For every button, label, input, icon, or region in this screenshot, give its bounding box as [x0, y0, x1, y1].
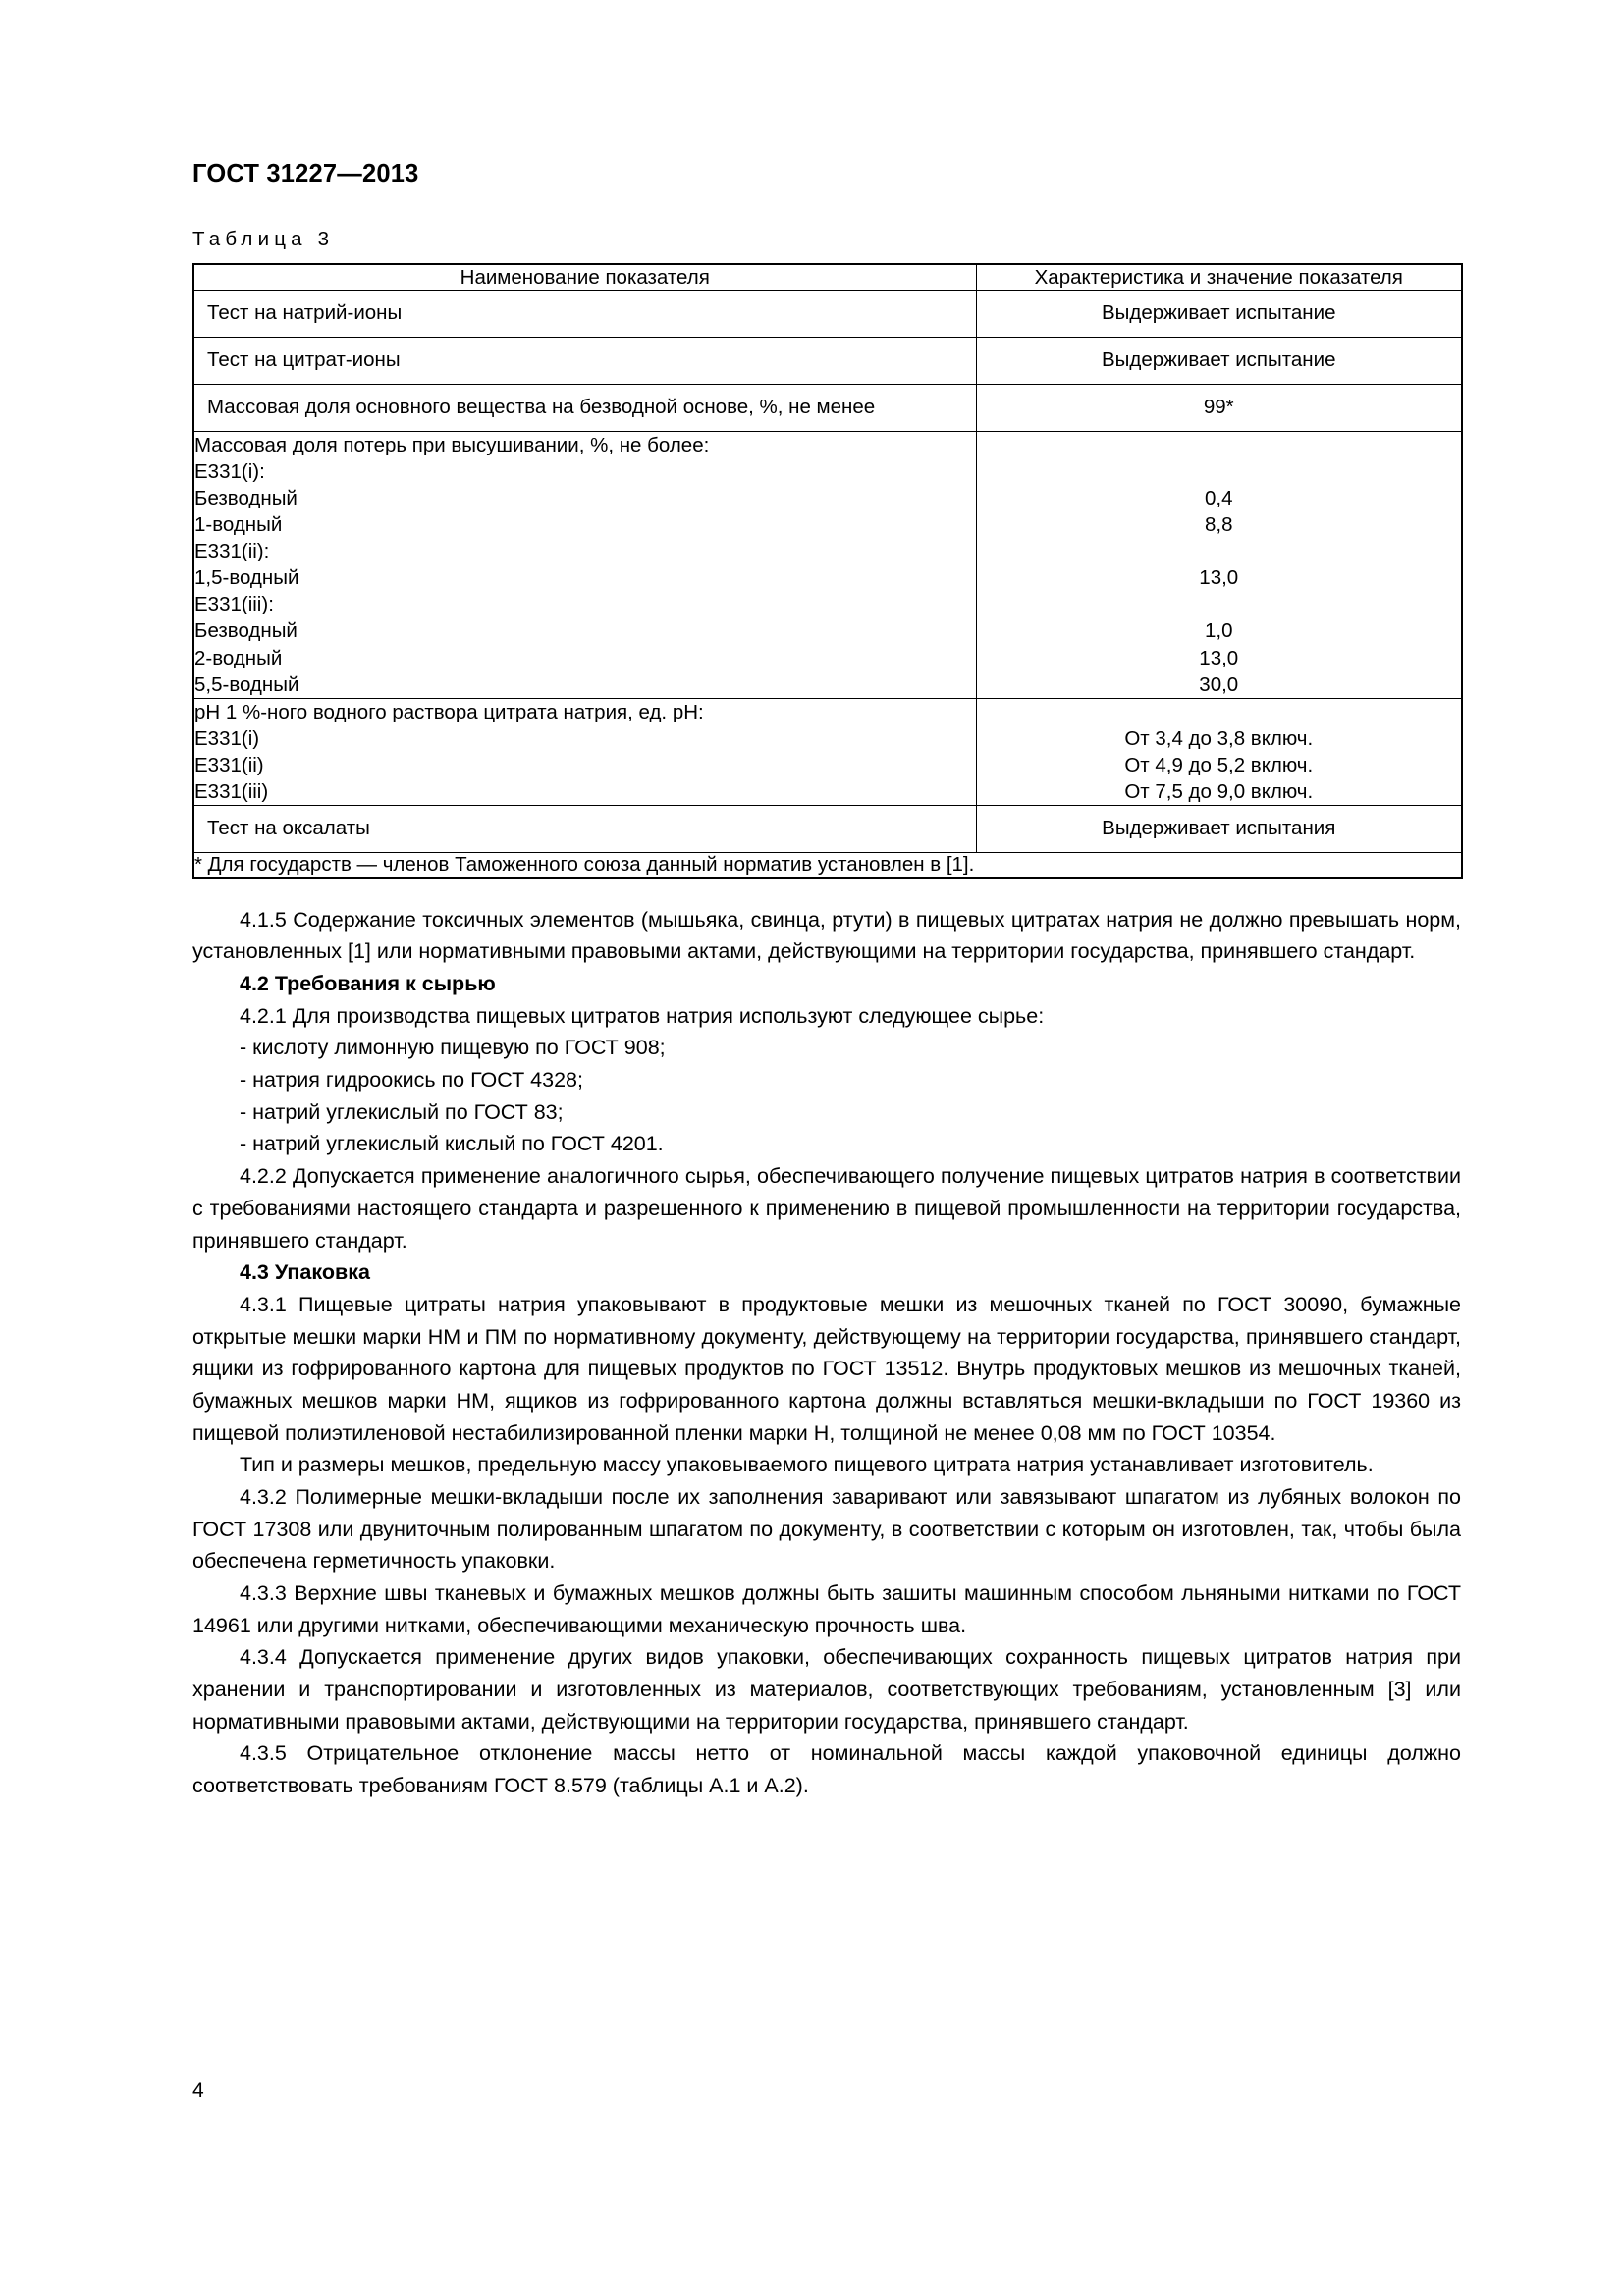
- row-name: Тест на оксалаты: [193, 805, 976, 852]
- paragraph-4-2-2: 4.2.2 Допускается применение аналогичного сырья, обеспечивающего получение пищевых цитратов натрия в соответствии с требованиями настоящего стандарта и разрешенного к применению в пищевой промышленности на территории государства, принявшего стандарт.: [192, 1164, 1461, 1253]
- paragraph-4-3-4: 4.3.4 Допускается применение других видов упаковки, обеспечивающих сохранность пищевых цитратов натрия при хранении и транспортировании и изготовленных из материалов, соответствующих требованиям, установленным [3] или нормативными правовыми актами, действующими на территории государства, принявшего стандарт.: [192, 1645, 1461, 1734]
- row-value-lines: 0,4 8,8 13,0 1,0 13,0 30,0: [1199, 487, 1239, 696]
- row-name: Тест на натрий-ионы: [193, 291, 976, 338]
- paragraph-4-3-3: 4.3.3 Верхние швы тканевых и бумажных мешков должны быть зашиты машинным способом льняными нитками по ГОСТ 14961 или другими нитками, обеспечивающими механическую прочность шва.: [192, 1580, 1461, 1637]
- row-name: [193, 432, 976, 698]
- paragraph-4-1-5: 4.1.5 Содержание токсичных элементов (мышьяка, свинца, ртути) в пищевых цитратах натрия не должно превышать норм, установленных [1] или нормативными правовыми актами, действующими на территории государства, принявшего стандарт.: [192, 907, 1461, 964]
- row-value: Выдерживает испытания: [976, 805, 1462, 852]
- table-footnote: * Для государств — членов Таможенного союза данный норматив установлен в [1].: [193, 852, 1462, 878]
- table-row: [193, 291, 1462, 338]
- paragraph-4-3-2: 4.3.2 Полимерные мешки-вкладыши после их заполнения заваривают или завязывают шпагатом из лубяных волокон по ГОСТ 17308 или двуниточным полированным шпагатом по документу, в соответствии с которым он изготовлен, так, чтобы была обеспечена герметичность упаковки.: [192, 1484, 1461, 1574]
- row-value-lines: От 3,4 до 3,8 включ. От 4,9 до 5,2 включ. От 7,5 до 9,0 включ.: [1124, 726, 1314, 803]
- table-row: [193, 698, 1462, 805]
- section-heading-4-3: 4.3 Упаковка: [240, 1260, 370, 1285]
- list-item: - кислоту лимонную пищевую по ГОСТ 908;: [240, 1036, 666, 1060]
- paragraph-4-3-5: 4.3.5 Отрицательное отклонение массы нетто от номинальной массы каждой упаковочной единицы должно соответствовать требованиям ГОСТ 8.579 (таблицы А.1 и А.2).: [192, 1741, 1461, 1797]
- row-name-lines: pH 1 %-ного водного раствора цитрата натрия, ед. pH: E331(i) E331(ii) E331(iii): [194, 700, 704, 803]
- row-value: 99*: [976, 385, 1462, 432]
- paragraph-4-3-1: 4.3.1 Пищевые цитраты натрия упаковывают в продуктовые мешки из мешочных тканей по ГОСТ 30090, бумажные открытые мешки марки НМ и ПМ по нормативному документу, действующему на территории государства, принявшего стандарт, ящики из гофрированного картона для пищевых продуктов по ГОСТ 13512. Внутрь продуктовых мешков из мешочных тканей, бумажных мешков марки НМ, ящиков из гофрированного картона должны вставляться мешки-вкладыши по ГОСТ 19360 из пищевой полиэтиленовой нестабилизированной пленки марки Н, толщиной не менее 0,08 мм по ГОСТ 10354.: [192, 1292, 1461, 1445]
- row-value: [976, 432, 1462, 698]
- table-row: [193, 338, 1462, 385]
- table-row: [193, 385, 1462, 432]
- standard-title: ГОСТ 31227—2013: [192, 160, 419, 187]
- row-name: Массовая доля основного вещества на безводной основе, %, не менее: [193, 385, 976, 432]
- specification-table: [192, 263, 1463, 879]
- list-item: - натрий углекислый кислый по ГОСТ 4201.: [240, 1132, 664, 1156]
- body-text: [192, 904, 1461, 1802]
- table-row: [193, 432, 1462, 698]
- page-content: [192, 0, 1461, 1802]
- table-footnote-row: [193, 852, 1462, 878]
- column-header-indicator-value: Характеристика и значение показателя: [976, 264, 1462, 291]
- list-item: - натрий углекислый по ГОСТ 83;: [240, 1099, 564, 1124]
- row-name: Тест на цитрат-ионы: [193, 338, 976, 385]
- raw-materials-list: [192, 1032, 1461, 1160]
- column-header-indicator-name: Наименование показателя: [193, 264, 976, 291]
- list-item: - натрия гидроокись по ГОСТ 4328;: [240, 1068, 583, 1093]
- paragraph-4-2-1: 4.2.1 Для производства пищевых цитратов натрия используют следующее сырье:: [240, 1003, 1045, 1028]
- row-value: Выдерживает испытание: [976, 291, 1462, 338]
- table-caption: Таблица 3: [192, 227, 335, 250]
- row-value: [976, 698, 1462, 805]
- paragraph-4-3-1b: Тип и размеры мешков, предельную массу упаковываемого пищевого цитрата натрия устанавливает изготовитель.: [240, 1453, 1374, 1477]
- row-name: [193, 698, 976, 805]
- table-row: [193, 805, 1462, 852]
- row-value: Выдерживает испытание: [976, 338, 1462, 385]
- table-header-row: [193, 264, 1462, 291]
- row-name-lines: Массовая доля потерь при высушивании, %, не более: E331(i): Безводный 1-водный E331(ii): 1,5-водный E331(iii): Безводный 2-водный 5,5-водный: [194, 434, 710, 696]
- page-number: 4: [192, 2079, 204, 2102]
- section-heading-4-2: 4.2 Требования к сырью: [240, 972, 496, 996]
